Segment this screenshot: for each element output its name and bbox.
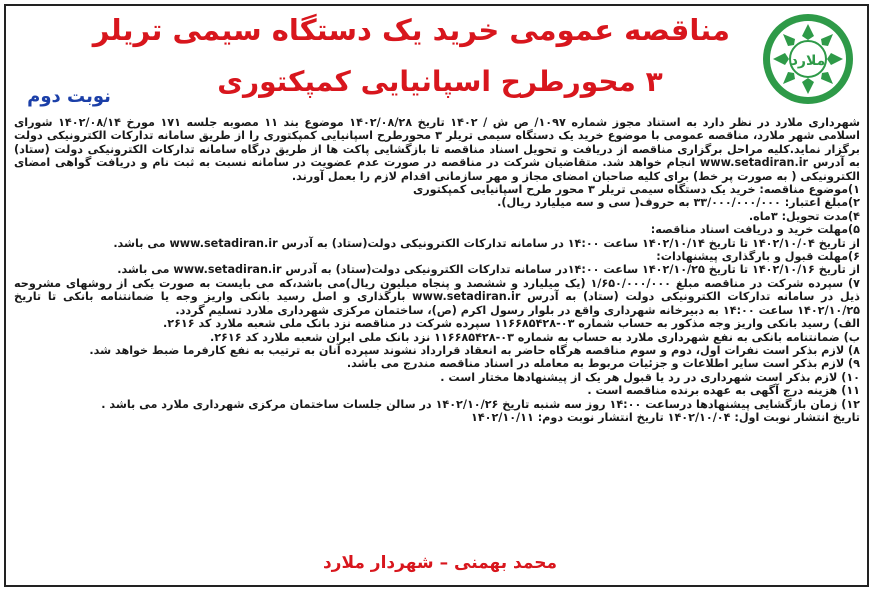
item-details: ۹) لازم بذکر است سایر اطلاعات و جزئیات مربوط به معامله در اسناد مناقصه مندرج می باشد. [346, 357, 860, 371]
publication-round: نوبت دوم [27, 86, 111, 107]
item-forfeit: ۸) لازم بذکر است نفرات اول، دوم و سوم مناقصه هرگاه حاضر به انعقاد قرارداد نشوند سپرده آنان به ترتیب به نفع کارفرما ضبط خواهد شد. [89, 343, 860, 357]
item-deposit-a: الف) رسید بانکی واریز وجه مذکور به حساب شماره ۰۳-۱۱۶۶۸۵۴۲۸ سپرده شرکت در مناقصه نزد بانک ملی شعبه ملارد کد ۲۶۱۶. [162, 317, 860, 331]
item-proposal-deadline: ۶)مهلت قبول و بارگذاری پیشنهادات: [656, 250, 860, 264]
item-delivery: ۴)مدت تحویل: ۳ماه. [748, 209, 860, 223]
item-proposal-dates: از تاریخ ۱۴۰۲/۱۰/۱۶ تا تاریخ ۱۴۰۲/۱۰/۲۵ ساعت ۱۴:۰۰در سامانه تدارکات الکترونیکی دولت(ستاد) به آدرس www.setadiran.ir می باشد. [117, 263, 860, 277]
notice-body [14, 116, 860, 424]
notice-title-line2: ۳ محورطرح اسپانیایی کمپکتوری [217, 65, 663, 98]
intro-paragraph: شهرداری ملارد در نظر دارد به استناد مجوز شماره ۱۰۹۷/ ص ش / ۱۴۰۲ تاریخ ۱۴۰۲/۰۸/۲۸ موضوع بند ۱۱ مصوبه جلسه ۱۷۱ مورخ ۱۴۰۲/۰۸/۱۴ شورای اسلامی شهر ملارد، مناقصه عمومی با موضوع خرید یک دستگاه سیمی تریلر ۳ محورطرح اسپانیایی کمپکتوری را از طریق سامانه تدارکات الکترونیکی دولت برگزار نماید.کلیه مراحل برگزاری مناقصه از دریافت و تحویل اسناد مناقصه تا بازگشایی پاکت ها از طریق درگاه سامانه تدارکات الکترونیکی دولت (ستاد) به آدرس www.setadiran.ir انجام خواهد شد. متقاضیان شرکت در مناقصه در صورت عدم عضویت در سامانه نسبت به ثبت نام و دریافت گواهی امضای الکترونیکی ( به صورت پر خط) برای کلیه صاحبان امضای مجاز و مهر سازمانی اقدام لازم را بعمل آورند. [14, 116, 861, 183]
item-deposit-b: ب) ضمانتنامه بانکی به نفع شهرداری ملارد به حساب به شماره ۰۳-۱۱۶۶۸۵۴۲۸ نزد بانک ملی ایران شعبه ملارد کد ۲۶۱۶. [209, 330, 860, 344]
mayor-signature: محمد بهمنی – شهردار ملارد [322, 553, 558, 573]
item-ad-cost: ۱۱) هزینه درج آگهی به عهده برنده مناقصه است . [587, 384, 860, 398]
publication-dates: تاریخ انتشار نوبت اول: ۱۴۰۲/۱۰/۰۴ تاریخ انتشار نوبت دوم: ۱۴۰۲/۱۰/۱۱ [470, 410, 860, 424]
item-rights: ۱۰) لازم بذکر است شهرداری در رد یا قبول هر یک از پیشنهادها مختار است . [440, 370, 860, 384]
item-docs-dates: از تاریخ ۱۴۰۲/۱۰/۰۴ تا تاریخ ۱۴۰۲/۱۰/۱۴ ساعت ۱۴:۰۰ در سامانه تدارکات الکترونیکی دولت(ستاد) به آدرس www.setadiran.ir می باشد. [113, 236, 860, 250]
logo-text: ملارد [790, 53, 826, 69]
item-opening: ۱۲) زمان بازگشایی پیشنهادها درساعت ۱۴:۰۰ روز سه شنبه تاریخ ۱۴۰۲/۱۰/۲۶ در سالن جلسات ساختمان مرکزی شهرداری ملارد می باشد . [101, 397, 860, 411]
item-subject: ۱)موضوع مناقصه: خرید یک دستگاه سیمی تریلر ۳ محور طرح اسپانیایی کمپکتوری [412, 183, 860, 197]
notice-title-line1: مناقصه عمومی خرید یک دستگاه سیمی تریلر [92, 13, 730, 47]
municipality-logo [761, 12, 855, 106]
item-docs-deadline: ۵)مهلت خرید و دریافت اسناد مناقصه: [650, 223, 860, 237]
item-deposit: ۷) سپرده شرکت در مناقصه مبلغ ۱/۶۵۰/۰۰۰/۰۰۰ (یک میلیارد و ششصد و پنجاه میلیون ریال)می باشد،که می بایست به صورت یکی از روشهای مشروحه ذیل در سامانه تدارکات الکترونیکی دولت (ستاد) به آدرس www.setadiran.ir بارگذاری و اصل رسید بانکی واریز وجه یا ضمانتنامه بانکی تا تاریخ ۱۴۰۲/۱۰/۲۵ ساعت ۱۴:۰۰ به دبیرخانه شهرداری واقع در بلوار رسول اکرم (ص)، ساختمان مرکزی شهرداری ملارد تسلیم گردد. [14, 276, 860, 317]
item-budget: ۲)مبلغ اعتبار: ۳۳/۰۰۰/۰۰۰/۰۰۰ به حروف( سی و سه میلیارد ریال). [497, 196, 860, 210]
